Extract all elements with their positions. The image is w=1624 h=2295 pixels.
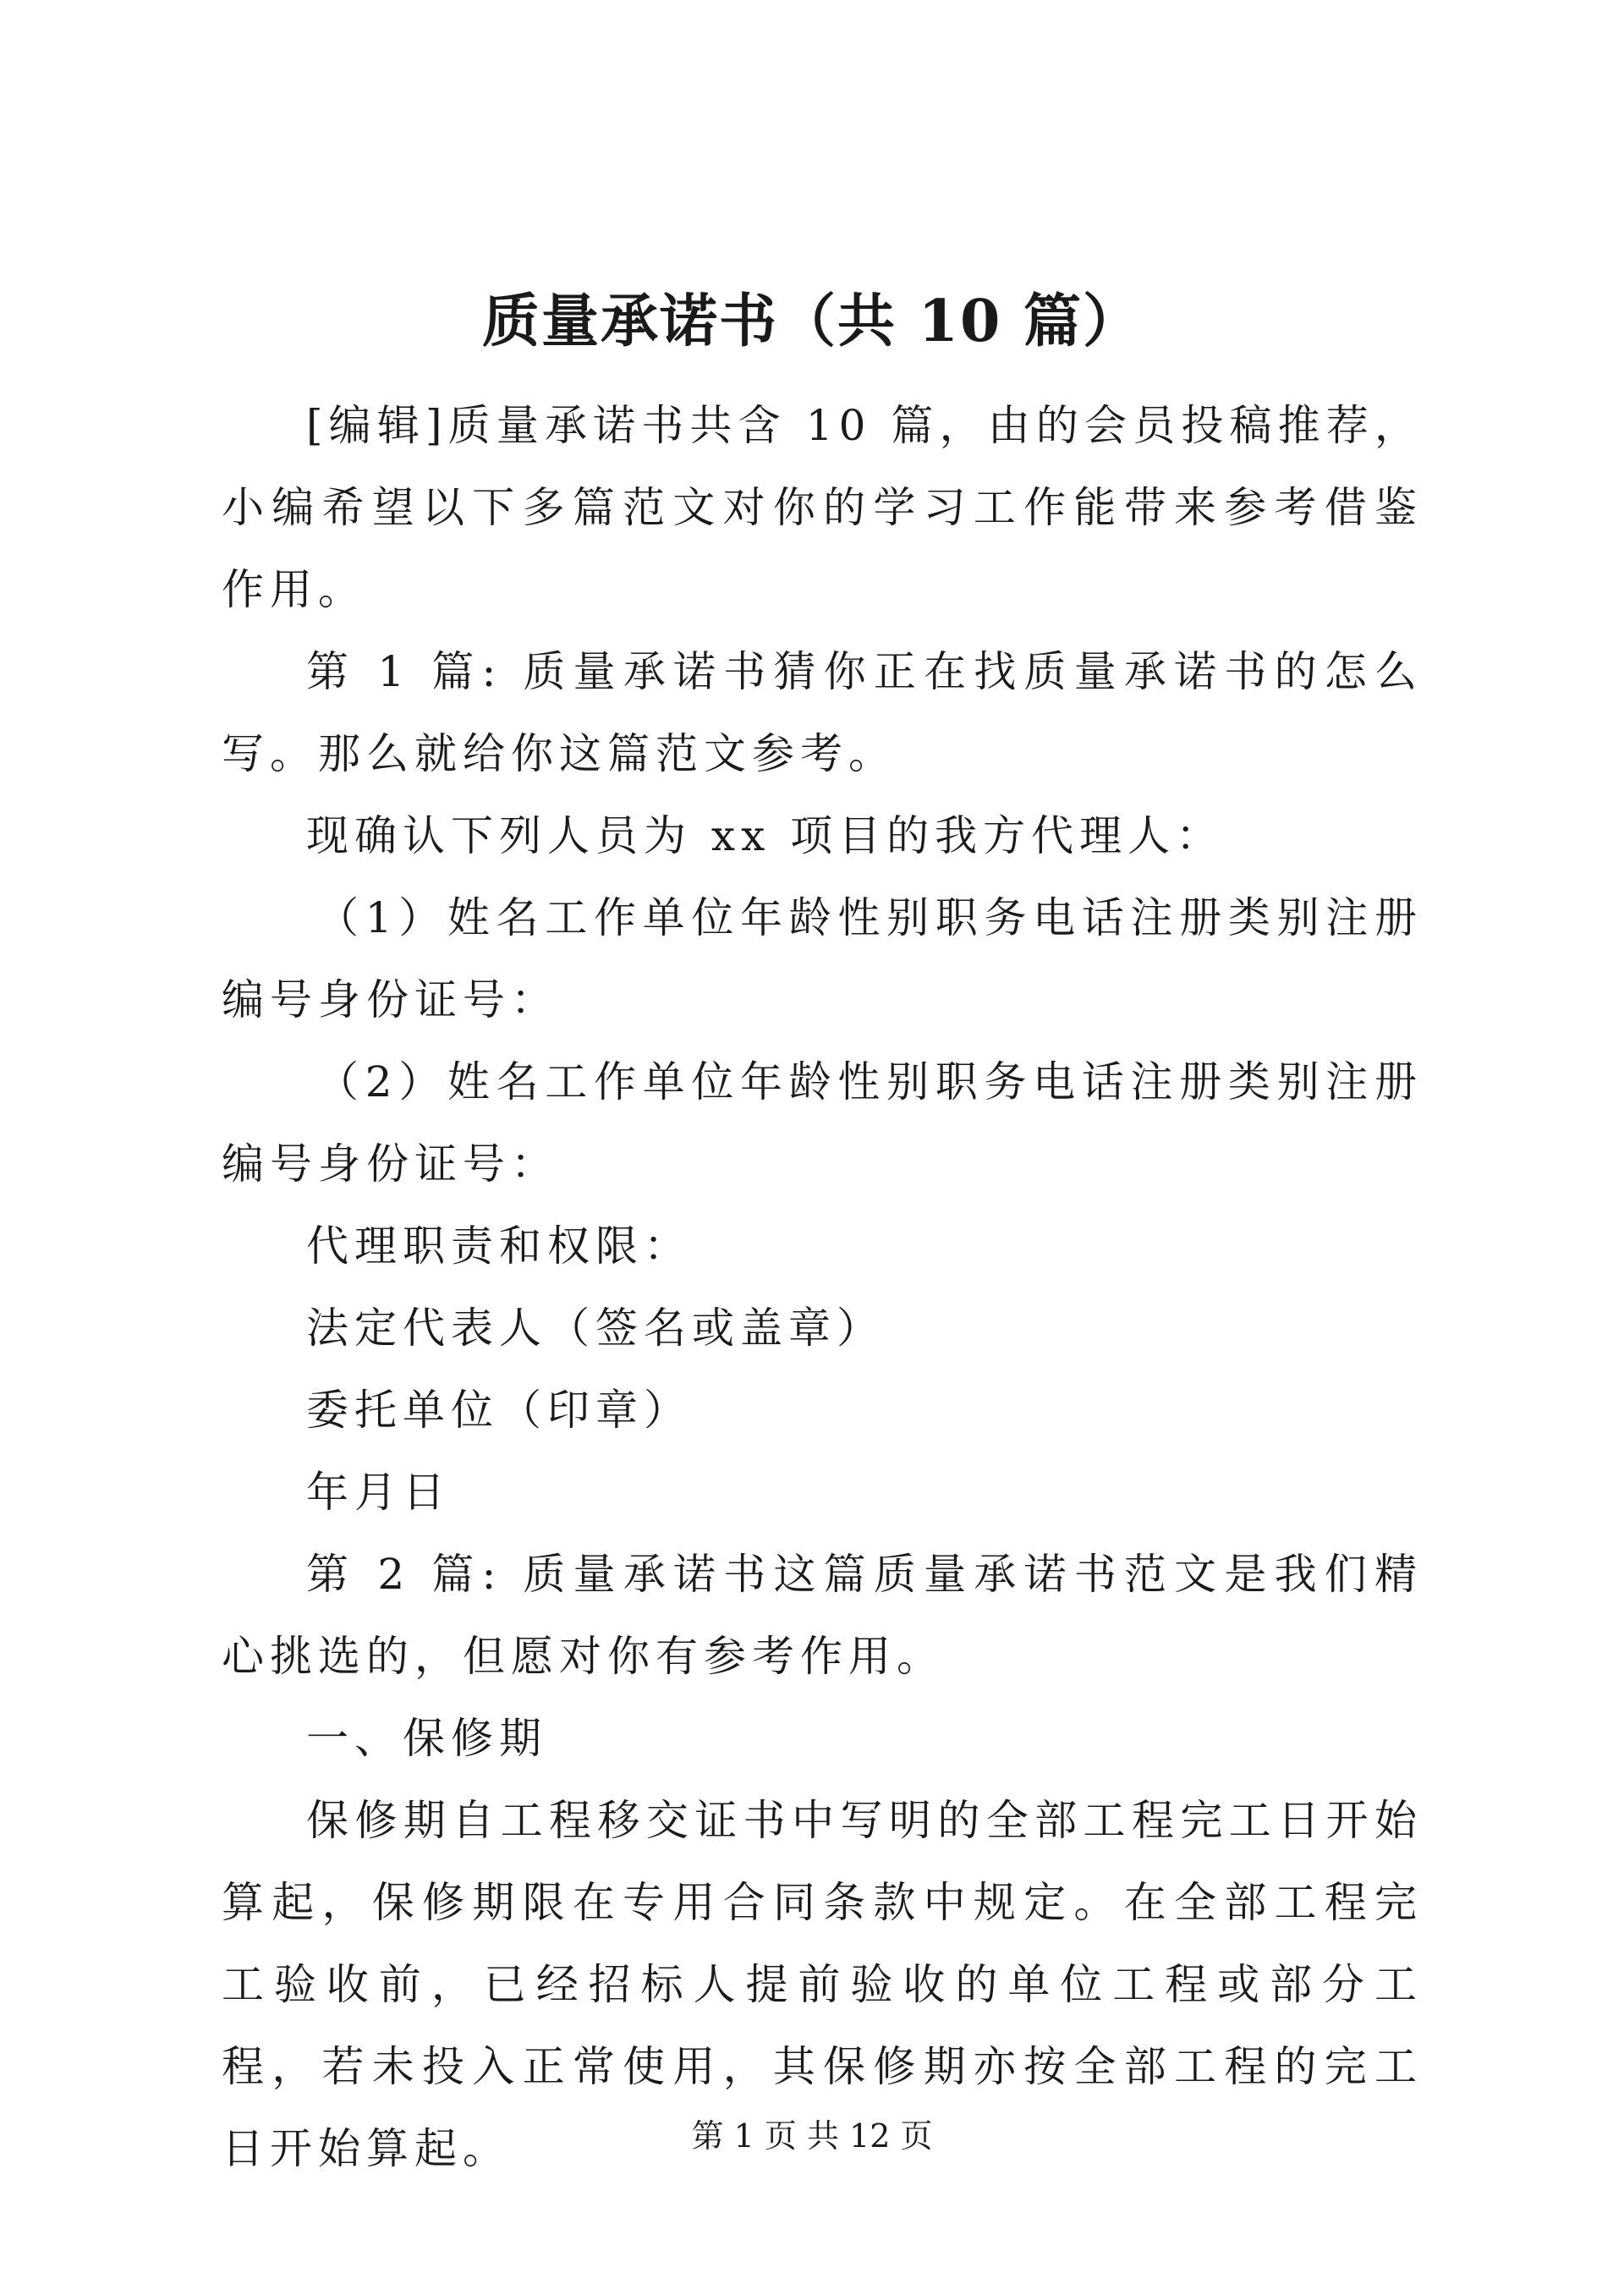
entrusting-unit-paragraph: 委托单位（印章）	[306, 1386, 692, 1435]
intro-paragraph: [编辑]质量承诺书共含 10 篇，由的会员投稿推荐，小编希望以下多篇范文对你的学习工作能带来参考借鉴作用。	[222, 401, 1423, 614]
warranty-period-paragraph: 保修期自工程移交证书中写明的全部工程完工日开始算起，保修期限在专用合同条款中规定。在全部工程完工验收前，已经招标人提前验收的单位工程或部分工程，若未投入正常使用，其保修期亦按全部工程的完工日开始算起。	[222, 1796, 1423, 2173]
article-1-heading-paragraph: 第 1 篇: 质量承诺书猜你正在找质量承诺书的怎么写。那么就给你这篇范文参考。	[222, 647, 1423, 778]
date-paragraph: 年月日	[306, 1468, 451, 1517]
agent-1-info-paragraph: （1）姓名工作单位年龄性别职务电话注册类别注册编号身份证号：	[222, 893, 1423, 1024]
document-body	[222, 385, 1423, 2190]
agent-confirmation-paragraph: 现确认下列人员为 xx 项目的我方代理人：	[306, 811, 1225, 860]
warranty-section-heading: 一、保修期	[306, 1714, 547, 1763]
agent-duties-paragraph: 代理职责和权限：	[306, 1222, 692, 1271]
document-title: 质量承诺书（共 10 篇）	[482, 288, 1142, 355]
page-footer: 第 1 页 共 12 页	[691, 2117, 933, 2155]
legal-representative-paragraph: 法定代表人（签名或盖章）	[306, 1304, 885, 1353]
agent-2-info-paragraph: （2）姓名工作单位年龄性别职务电话注册类别注册编号身份证号：	[222, 1057, 1423, 1189]
article-2-heading-paragraph: 第 2 篇: 质量承诺书这篇质量承诺书范文是我们精心挑选的，但愿对你有参考作用。	[222, 1550, 1423, 1681]
